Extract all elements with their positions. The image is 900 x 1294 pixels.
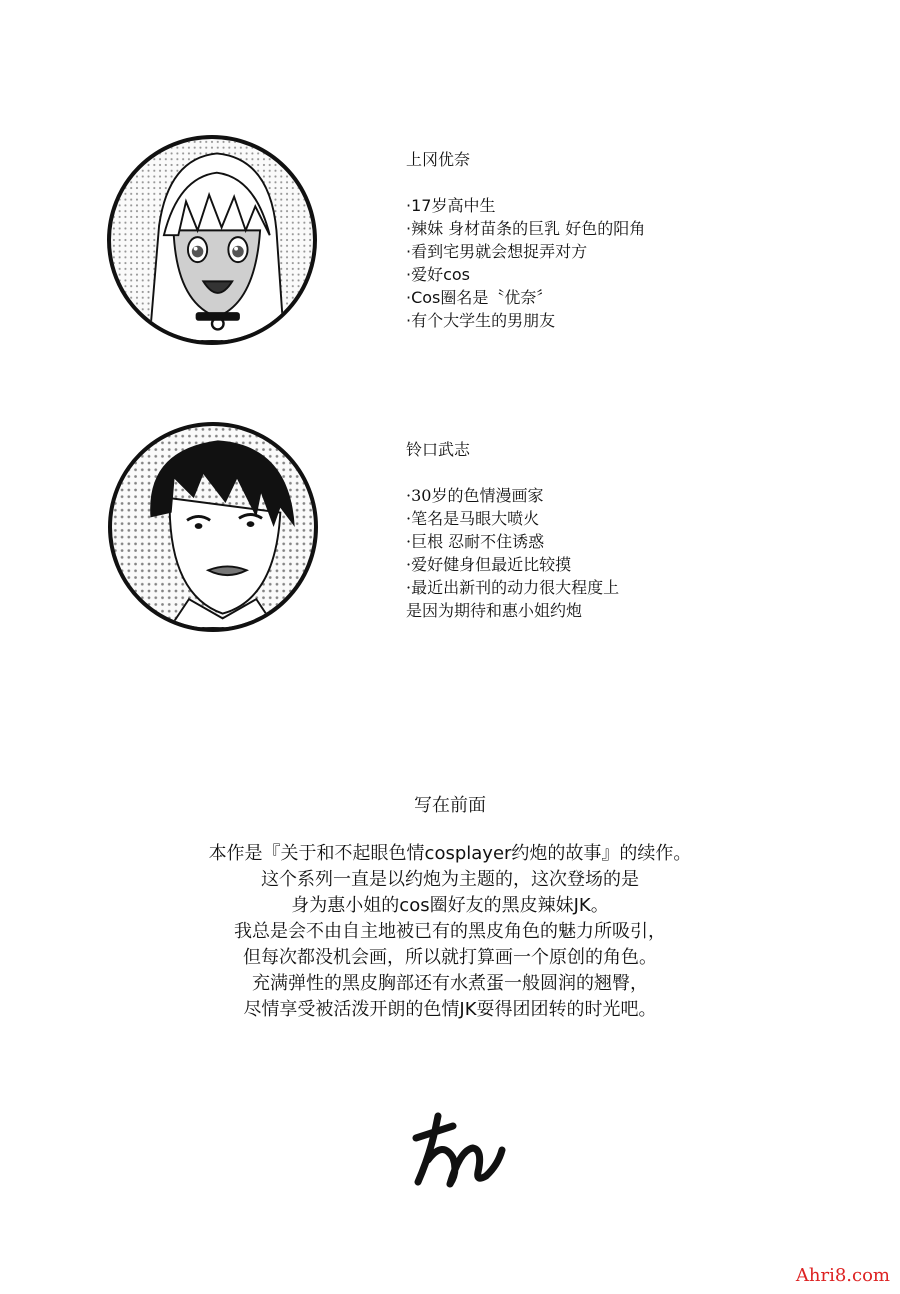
watermark-text: Ahri8.com bbox=[795, 1265, 890, 1286]
yuna-illustration bbox=[111, 139, 313, 341]
preface-line: 充满弹性的黑皮胸部还有水煮蛋一般圆润的翘臀， bbox=[252, 973, 648, 994]
preface-line: 这个系列一直是以约炮为主题的，这次登场的是 bbox=[261, 869, 639, 890]
trait-item: ·有个大学生的男朋友 bbox=[406, 311, 556, 330]
preface-line: 我总是会不由自主地被已有的黑皮角色的魅力所吸引， bbox=[234, 921, 666, 942]
author-signature bbox=[398, 1110, 508, 1190]
character-profile-yuna bbox=[406, 148, 645, 332]
trait-item: ·辣妹 身材苗条的巨乳 好色的阳角 bbox=[406, 219, 646, 238]
trait-item: ·看到宅男就会想捉弄对方 bbox=[406, 242, 588, 261]
preface-line: 身为惠小姐的cos圈好友的黑皮辣妹JK。 bbox=[291, 895, 609, 916]
trait-item: ·笔名是马眼大喷火 bbox=[406, 509, 540, 528]
preface-section bbox=[150, 793, 750, 1023]
character-name: 铃口武志 bbox=[406, 440, 471, 459]
takeshi-illustration bbox=[112, 426, 314, 628]
trait-list bbox=[406, 194, 645, 332]
trait-item: ·Cos圈名是〝优奈〞 bbox=[406, 288, 553, 307]
trait-item: 是因为期待和惠小姐约炮 bbox=[406, 601, 583, 620]
trait-item: ·最近出新刊的动力很大程度上 bbox=[406, 578, 620, 597]
preface-line: 但每次都没机会画，所以就打算画一个原创的角色。 bbox=[243, 947, 657, 968]
preface-line: 尽情享受被活泼开朗的色情JK耍得团团转的时光吧。 bbox=[243, 999, 657, 1020]
trait-item: ·爱好健身但最近比较摸 bbox=[406, 555, 572, 574]
trait-item: ·爱好cos bbox=[406, 265, 471, 284]
character-portrait-takeshi bbox=[108, 422, 318, 632]
character-name: 上冈优奈 bbox=[406, 150, 471, 169]
character-portrait-yuna bbox=[107, 135, 317, 345]
trait-item: ·17岁高中生 bbox=[406, 196, 496, 215]
preface-title: 写在前面 bbox=[414, 795, 486, 816]
character-profile-takeshi bbox=[406, 438, 619, 622]
trait-item: ·30岁的色情漫画家 bbox=[406, 486, 544, 505]
preface-line: 本作是『关于和不起眼色情cosplayer约炮的故事』的续作。 bbox=[208, 843, 692, 864]
trait-list bbox=[406, 484, 619, 622]
trait-item: ·巨根 忍耐不住诱惑 bbox=[406, 532, 545, 551]
